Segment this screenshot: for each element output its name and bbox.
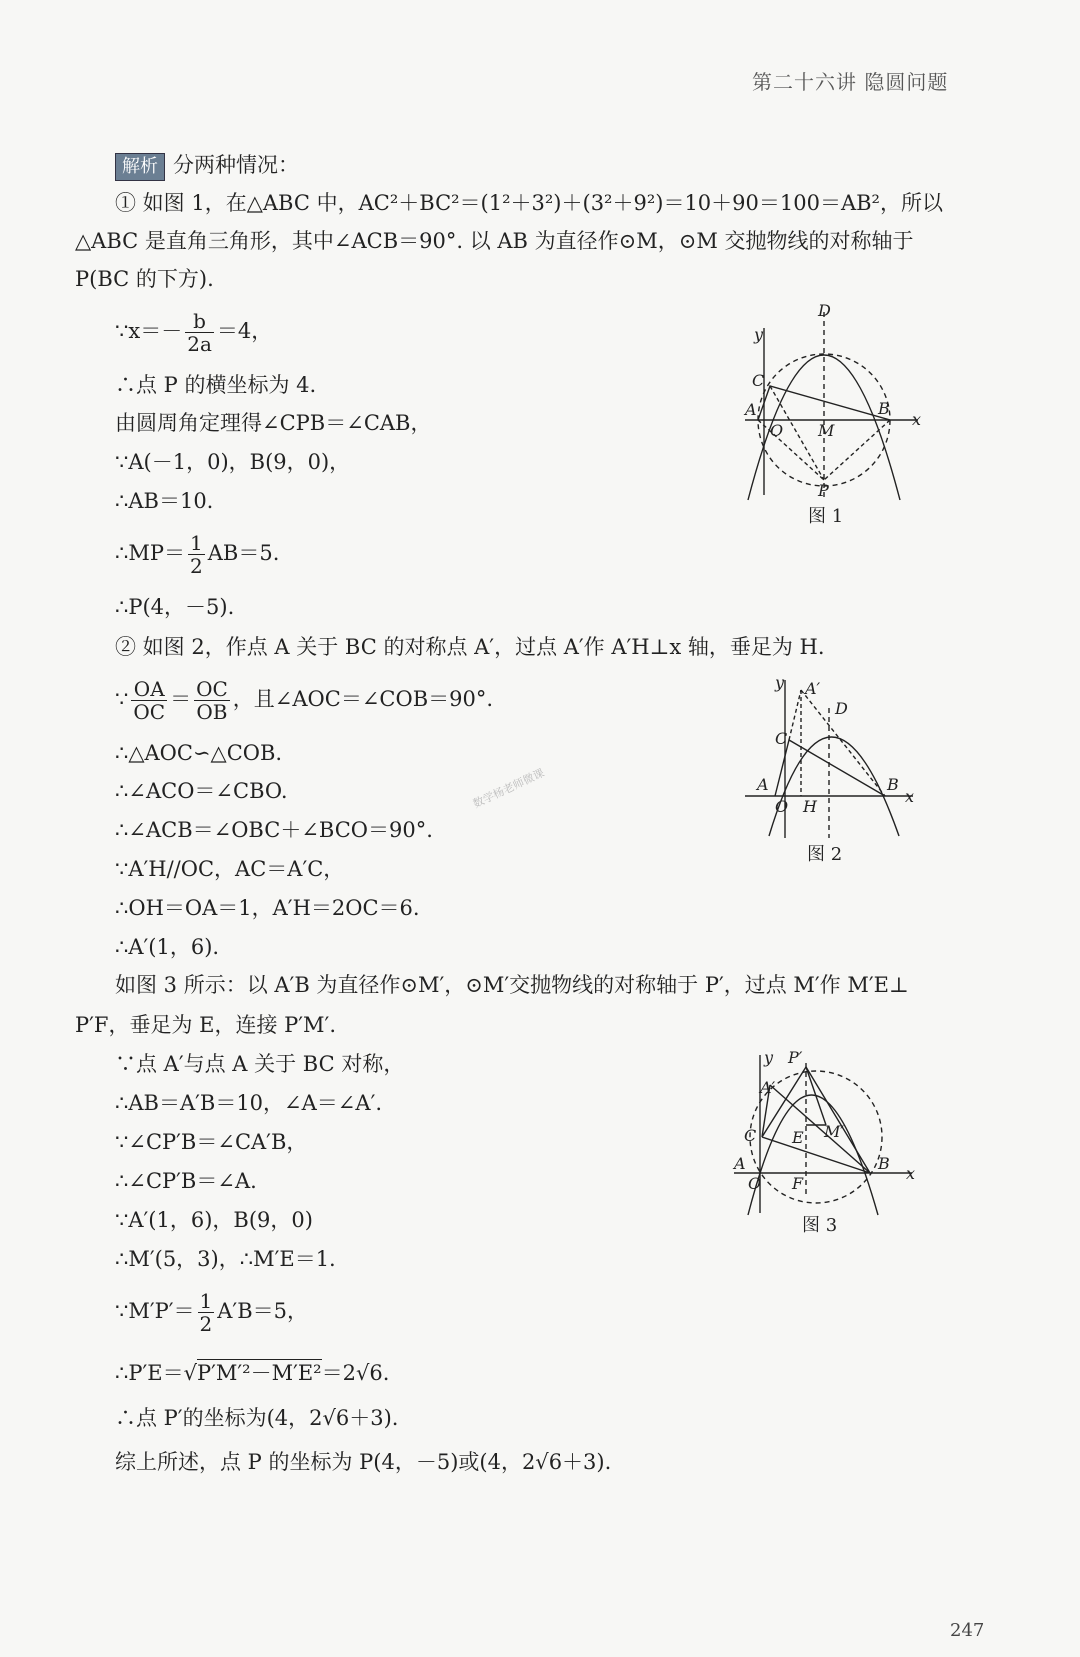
fig3-label-b: B [878, 1154, 890, 1173]
case3-line2: P′F，垂足为 E，连接 P′M′. [75, 1013, 336, 1037]
fig3-label-e: E [792, 1128, 804, 1147]
step-u8: ∴P′E＝√P′M′²－M′E²＝2√6. [115, 1361, 390, 1385]
fig2-label-d: D [835, 699, 848, 718]
fraction-numerator: 1 [199, 1289, 213, 1313]
step-axis-prefix: ∵x＝－ [115, 319, 183, 343]
fig3-label-a-prime: A′ [760, 1078, 776, 1097]
fig1-label-p: P [818, 481, 829, 500]
step-axis-suffix: ＝4， [216, 319, 273, 343]
step-u5: ∵A′(1，6)，B(9，0) [115, 1208, 313, 1232]
fig2-label-x: x [905, 787, 915, 806]
watermark: 数学杨老师微课 [471, 766, 547, 811]
t1-equals: ＝ [170, 687, 192, 711]
fig1-caption: 图 1 [808, 506, 844, 527]
fig3-label-a: A [734, 1154, 746, 1173]
fig3-label-c: C [744, 1126, 757, 1145]
u8-suffix: ＝2√6. [321, 1361, 390, 1385]
fig2-label-b: B [887, 775, 899, 794]
fig1-label-x: x [912, 410, 922, 429]
step-u2: ∴AB＝A′B＝10，∠A＝∠A′. [115, 1091, 383, 1115]
fig2-label-h: H [803, 797, 817, 816]
conclusion: 综上所述，点 P 的坐标为 P(4，－5)或(4，2√6＋3). [115, 1450, 612, 1474]
fraction-b-2a [185, 310, 214, 355]
step-6 [115, 532, 279, 577]
fraction-numerator: 1 [190, 531, 203, 555]
case2-line1: ② 如图 2，作点 A 关于 BC 的对称点 A′，过点 A′作 A′H⊥x 轴，垂足为 H. [115, 635, 825, 659]
step-2: ∴点 P 的横坐标为 4. [115, 373, 317, 397]
step-axis [115, 310, 272, 355]
parabola [769, 737, 899, 836]
solution-badge: 解析 [115, 153, 165, 181]
figure-1 [740, 300, 930, 530]
fraction-denominator: 2 [199, 1312, 213, 1336]
step-6-prefix: ∴MP＝ [115, 541, 185, 565]
t1-prefix: ∵ [115, 687, 129, 711]
fig3-label-m-prime: M′ [824, 1122, 845, 1141]
running-header: 第二十六讲 隐圆问题 [752, 70, 949, 94]
segment-a-prime-b [770, 1085, 870, 1173]
step-4: ∵A(－1，0)，B(9，0)， [115, 450, 351, 474]
fraction-half [198, 1290, 215, 1335]
step-t2: ∴△AOC∽△COB. [115, 741, 283, 765]
step-u1: ∵点 A′与点 A 关于 BC 对称， [115, 1052, 405, 1076]
fig1-label-d: D [818, 301, 831, 320]
fig3-label-f: F [792, 1174, 804, 1193]
step-7: ∴P(4，－5). [115, 595, 235, 619]
u8-prefix: ∴P′E＝ [115, 1361, 184, 1385]
fig2-label-c: C [775, 729, 788, 748]
fig1-label-c: C [752, 371, 765, 390]
fraction-denominator: 2a [187, 332, 212, 356]
intro-text: 分两种情况： [173, 153, 299, 177]
segment-ap [758, 420, 824, 480]
solution-intro [115, 150, 299, 181]
step-5: ∴AB＝10. [115, 489, 214, 513]
fraction-denominator: OC [133, 700, 166, 724]
segment-c-a-prime [789, 690, 801, 740]
fig3-label-x: x [906, 1164, 916, 1183]
fig1-label-b: B [878, 399, 890, 418]
fig1-label-y: y [754, 325, 764, 344]
fig1-label-a: A [745, 400, 757, 419]
t1-suffix: ，且∠AOC＝∠COB＝90°. [232, 687, 494, 711]
step-similar [115, 678, 493, 723]
step-t3: ∴∠ACO＝∠CBO. [115, 779, 288, 803]
step-t5: ∵A′H//OC，AC＝A′C， [115, 857, 345, 881]
fig3-label-y: y [764, 1048, 774, 1067]
fig2-caption: 图 2 [807, 844, 843, 865]
fraction-half [188, 532, 205, 577]
case1-line3: P(BC 的下方). [75, 267, 214, 291]
fig3-label-p-prime: P′ [788, 1048, 803, 1067]
case1-line1: ① 如图 1，在△ABC 中，AC²＋BC²＝(1²＋3²)＋(3²＋9²)＝10＋90＝100＝AB²，所以 [115, 191, 943, 215]
fig2-label-a: A [757, 775, 769, 794]
case3-line1: 如图 3 所示：以 A′B 为直径作⊙M′，⊙M′交抛物线的对称轴于 P′，过点 M′作 M′E⊥ [115, 973, 909, 997]
step-u7 [115, 1290, 308, 1335]
fraction-denominator: 2 [190, 554, 203, 578]
figure-2 [745, 668, 925, 868]
fig2-label-y: y [775, 673, 785, 692]
u7-suffix: A′B＝5， [217, 1299, 308, 1323]
fig2-label-o: O [775, 797, 789, 816]
step-u3: ∵∠CP′B＝∠CA′B， [115, 1130, 308, 1154]
fig1-label-m: M [818, 421, 835, 440]
fraction-numerator: OA [131, 678, 167, 701]
case1-line2: △ABC 是直角三角形，其中∠ACB＝90°. 以 AB 为直径作⊙M，⊙M 交抛物线的对称轴于 [75, 229, 914, 253]
fraction-denominator: OB [196, 700, 228, 724]
step-t4: ∴∠ACB＝∠OBC＋∠BCO＝90°. [115, 818, 433, 842]
step-t6: ∴OH＝OA＝1，A′H＝2OC＝6. [115, 896, 420, 920]
step-u4: ∴∠CP′B＝∠A. [115, 1169, 257, 1193]
step-u6: ∴M′(5，3)，∴M′E＝1. [115, 1247, 336, 1271]
step-3: 由圆周角定理得∠CPB＝∠CAB， [115, 411, 432, 435]
step-u9: ∴点 P′的坐标为(4，2√6＋3). [115, 1406, 399, 1430]
u7-prefix: ∵M′P′＝ [115, 1299, 195, 1323]
fraction-numerator: OC [196, 677, 228, 701]
figure-3 [730, 1045, 925, 1245]
fig1-label-o: O [770, 421, 784, 440]
radicand: P′M′²－M′E² [196, 1361, 322, 1385]
step-t7: ∴A′(1，6). [115, 935, 220, 959]
fig3-caption: 图 3 [802, 1215, 838, 1236]
fig3-label-o: O [748, 1174, 762, 1193]
fraction-oa-oc [131, 678, 167, 723]
fraction-oc-ob [194, 678, 230, 723]
fig2-label-a-prime: A′ [805, 679, 821, 698]
fraction-numerator: b [185, 310, 214, 333]
page-number: 247 [950, 1620, 985, 1641]
step-6-suffix: AB＝5. [207, 541, 280, 565]
